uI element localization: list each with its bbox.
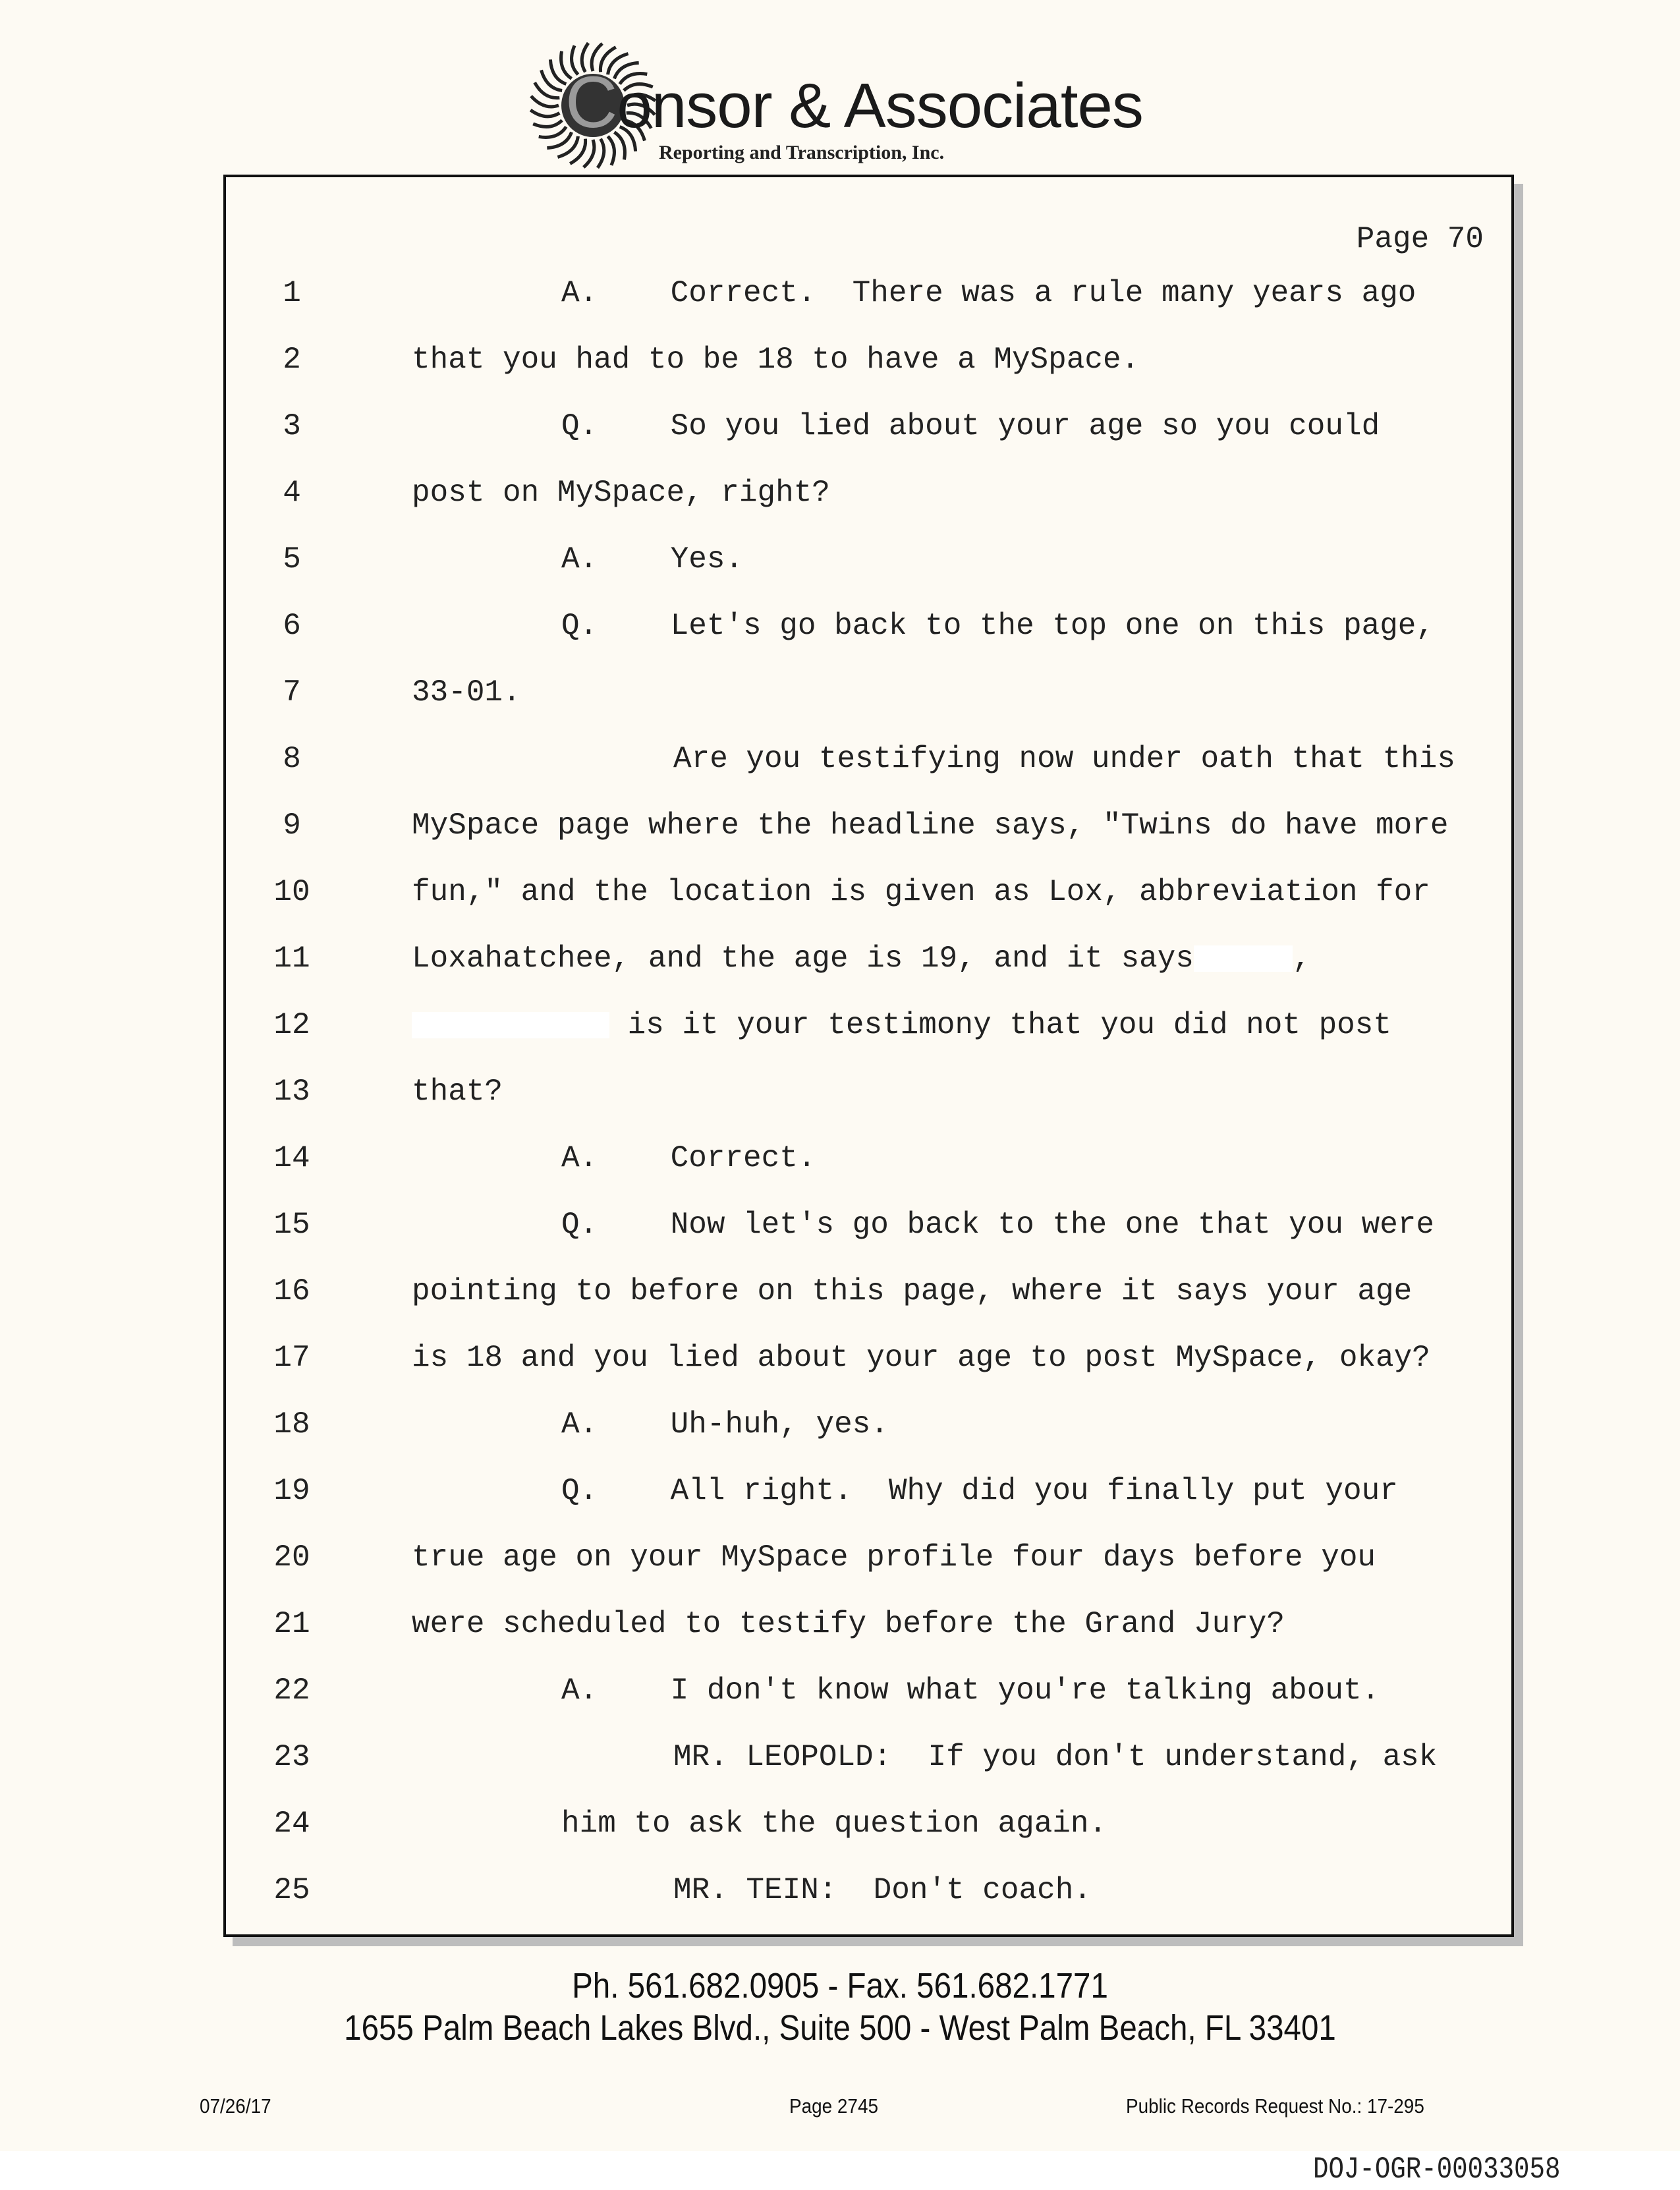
line-text-wrap: [673, 1873, 1092, 1907]
line-number: 13: [273, 1075, 310, 1109]
line-text-wrap: [412, 675, 521, 710]
line-text: A. I don't know what you're talking about.: [561, 1673, 1380, 1708]
line-text: Are you testifying now under oath that this: [673, 742, 1455, 776]
line-number: 9: [283, 808, 301, 843]
bates-number: DOJ-OGR-00033058: [1313, 2152, 1561, 2187]
footer-page: Page 2745: [789, 2094, 878, 2118]
line-text-wrap: [412, 343, 1139, 377]
line-number: 4: [283, 476, 301, 510]
line-number: 14: [273, 1141, 310, 1175]
line-text-wrap: [412, 1075, 503, 1109]
line-number: 21: [273, 1607, 310, 1641]
footer-date: 07/26/17: [200, 2094, 271, 2118]
line-text: is it your testimony that you did not post: [609, 1008, 1391, 1042]
line-text: that you had to be 18 to have a MySpace.: [412, 343, 1140, 377]
line-text: pointing to before on this page, where it says your age: [412, 1274, 1413, 1308]
line-number: 24: [273, 1807, 310, 1841]
line-text-wrap: [561, 276, 1416, 310]
footer-request: Public Records Request No.: 17-295: [1126, 2094, 1424, 2118]
line-text: 33-01.: [412, 675, 521, 710]
line-text: MR. TEIN: Don't coach.: [673, 1873, 1092, 1907]
line-number: 20: [273, 1540, 310, 1575]
line-number: 5: [283, 542, 301, 576]
line-number: 15: [273, 1208, 310, 1242]
line-number: 25: [273, 1873, 310, 1907]
line-number: 7: [283, 675, 301, 710]
page-label: Page 70: [1356, 222, 1484, 256]
line-number: 12: [273, 1008, 310, 1042]
line-text-wrap: [561, 609, 1434, 643]
transcript-page: [223, 175, 1514, 1937]
line-text-wrap: [561, 1407, 889, 1442]
line-text-wrap: [412, 808, 1448, 843]
line-text: MySpace page where the headline says, "Twins do have more: [412, 808, 1449, 843]
line-text-suffix: ,: [1293, 941, 1311, 976]
line-text: fun," and the location is given as Lox, abbreviation for: [412, 875, 1430, 909]
line-text: that?: [412, 1075, 503, 1109]
line-text: A. Uh-huh, yes.: [561, 1407, 889, 1442]
line-text: Q. Let's go back to the top one on this page,: [561, 609, 1435, 643]
line-text-wrap: [412, 1607, 1285, 1641]
line-text-wrap: [412, 1540, 1376, 1575]
line-text: Q. All right. Why did you finally put your: [561, 1474, 1398, 1508]
line-number: 19: [273, 1474, 310, 1508]
company-subtitle: Reporting and Transcription, Inc.: [659, 142, 945, 163]
line-text-wrap: [412, 1008, 1391, 1042]
line-number: 8: [283, 742, 301, 776]
line-number: 3: [283, 409, 301, 443]
line-text: is 18 and you lied about your age to post MySpace, okay?: [412, 1341, 1430, 1375]
line-text: Q. Now let's go back to the one that you were: [561, 1208, 1435, 1242]
line-text-wrap: [561, 1673, 1380, 1708]
redaction: [1194, 945, 1293, 972]
line-text-wrap: [412, 941, 1311, 976]
line-text: A. Correct. There was a rule many years ago: [561, 276, 1416, 310]
line-text: him to ask the question again.: [561, 1807, 1107, 1841]
line-text-wrap: [561, 1208, 1434, 1242]
line-text: A. Correct.: [561, 1141, 816, 1175]
line-number: 16: [273, 1274, 310, 1308]
line-text: A. Yes.: [561, 542, 744, 576]
line-number: 11: [273, 941, 310, 976]
line-number: 2: [283, 343, 301, 377]
line-text-wrap: [673, 1740, 1437, 1774]
line-text-wrap: [412, 875, 1430, 909]
line-text: MR. LEOPOLD: If you don't understand, ask: [673, 1740, 1438, 1774]
line-number: 6: [283, 609, 301, 643]
footer-phone: Ph. 561.682.0905 - Fax. 561.682.1771: [572, 1966, 1108, 2006]
line-text: true age on your MySpace profile four days before you: [412, 1540, 1376, 1575]
company-name: Consor & Associates: [565, 62, 1143, 143]
line-number: 23: [273, 1740, 310, 1774]
company-logo: [527, 40, 1160, 171]
line-text-wrap: [561, 1807, 1107, 1841]
line-number: 1: [283, 276, 301, 310]
line-number: 17: [273, 1341, 310, 1375]
redaction: [412, 1012, 609, 1038]
footer-address: 1655 Palm Beach Lakes Blvd., Suite 500 - West Palm Beach, FL 33401: [344, 2008, 1336, 2048]
line-number: 22: [273, 1673, 310, 1708]
line-number: 10: [273, 875, 310, 909]
line-text-wrap: [412, 1274, 1412, 1308]
line-text: Loxahatchee, and the age is 19, and it says: [412, 941, 1194, 976]
line-text: post on MySpace, right?: [412, 476, 830, 510]
line-number: 18: [273, 1407, 310, 1442]
line-text-wrap: [412, 476, 830, 510]
line-text-wrap: [561, 542, 743, 576]
line-text: Q. So you lied about your age so you could: [561, 409, 1380, 443]
line-text-wrap: [412, 1341, 1430, 1375]
line-text-wrap: [561, 409, 1380, 443]
line-text-wrap: [561, 1141, 816, 1175]
line-text-wrap: [673, 742, 1455, 776]
line-text: were scheduled to testify before the Grand Jury?: [412, 1607, 1285, 1641]
line-text-wrap: [561, 1474, 1398, 1508]
